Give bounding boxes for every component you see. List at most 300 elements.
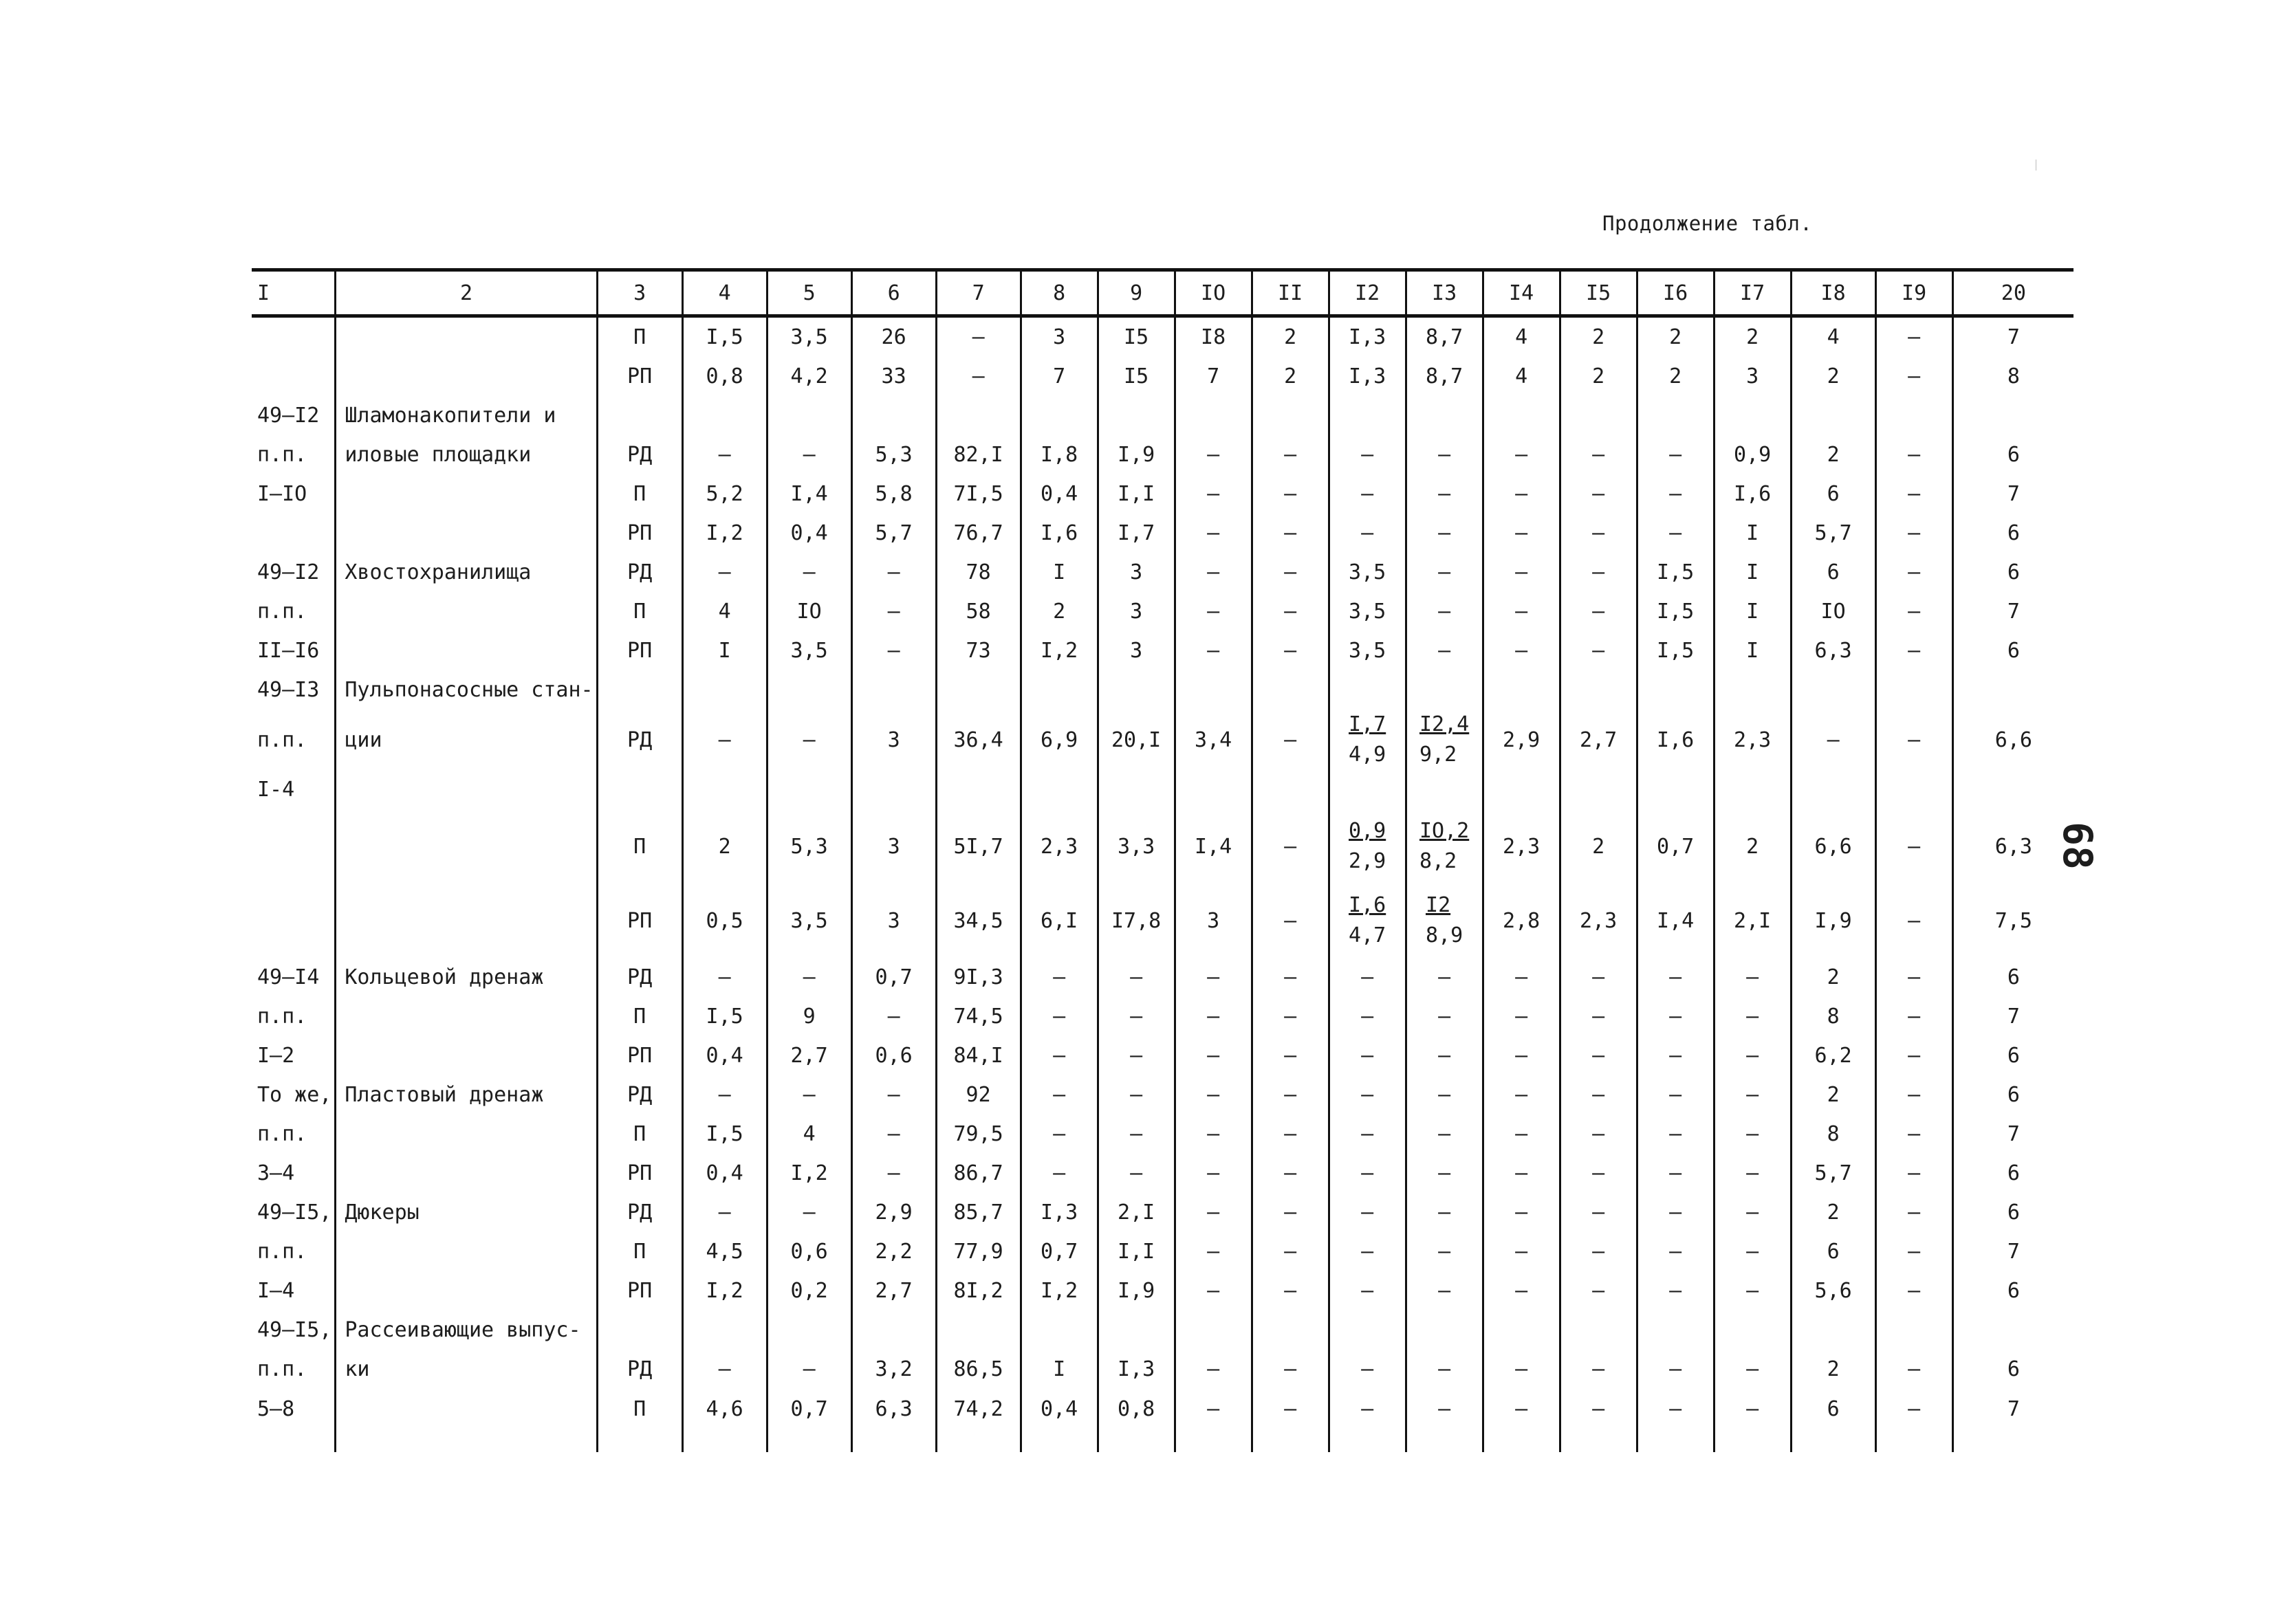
- value-cell: 2,I: [1098, 1193, 1175, 1232]
- value-cell: I,5: [1637, 592, 1714, 631]
- value-cell: 86,7: [936, 1154, 1021, 1193]
- value-cell: 2,9: [851, 1193, 936, 1232]
- value-cell: –: [1483, 1075, 1560, 1115]
- value-cell: 0,7: [1637, 809, 1714, 884]
- value-cell: –: [1329, 1115, 1406, 1154]
- value-cell: 5,7: [1791, 514, 1875, 553]
- value-cell: –: [1406, 1193, 1483, 1232]
- value-cell: –: [1875, 1154, 1952, 1193]
- section-ref-cell: п.п.: [257, 443, 307, 467]
- value-cell: –: [1483, 553, 1560, 592]
- value-cell: 74,2: [936, 1389, 1021, 1452]
- value-cell: –: [1714, 997, 1791, 1036]
- mode-cell: [597, 770, 682, 809]
- value-cell: I,5: [682, 997, 767, 1036]
- value-cell: 2: [1560, 357, 1637, 396]
- value-cell: 7: [1021, 357, 1098, 396]
- value-cell: –: [1714, 1232, 1791, 1271]
- value-cell: –: [1875, 809, 1952, 884]
- value-cell: –: [682, 553, 767, 592]
- column-header-2: 2: [336, 270, 597, 316]
- value-cell: 6,I: [1021, 884, 1098, 958]
- table-body: [252, 316, 2073, 1453]
- value-cell: –: [1875, 357, 1952, 396]
- value-cell: 2: [1252, 316, 1329, 358]
- value-cell: [1098, 396, 1175, 435]
- section-ref-cell: [252, 884, 336, 958]
- value-cell: 7,5: [1952, 884, 2073, 958]
- value-cell: [1791, 1310, 1875, 1350]
- value-cell: –: [1329, 1232, 1406, 1271]
- value-cell: –: [1406, 631, 1483, 670]
- fraction-denominator: 8,2: [1419, 849, 1457, 873]
- value-cell: –: [1406, 1154, 1483, 1193]
- value-cell: –: [1637, 1036, 1714, 1075]
- value-cell: 77,9: [936, 1232, 1021, 1271]
- value-cell: 4: [767, 1115, 851, 1154]
- value-cell: I,9: [1098, 1271, 1175, 1310]
- table-row: [252, 1115, 2073, 1154]
- value-cell: 2,3: [1021, 809, 1098, 884]
- value-cell: –: [1875, 997, 1952, 1036]
- value-cell: 2,7: [1560, 710, 1637, 770]
- value-cell: –: [1483, 1193, 1560, 1232]
- value-cell: 2,3: [1483, 809, 1560, 884]
- value-cell: [1021, 670, 1098, 710]
- fraction-value: [1349, 710, 1386, 770]
- value-cell: 0,7: [767, 1389, 851, 1452]
- value-cell: [1252, 396, 1329, 435]
- value-cell: I,3: [1329, 316, 1406, 358]
- table-row: [252, 1271, 2073, 1310]
- value-cell: [1329, 770, 1406, 809]
- value-cell: –: [682, 1350, 767, 1389]
- value-cell: I,3: [1021, 1193, 1098, 1232]
- structure-name-cell: [336, 1154, 597, 1193]
- table-row: [252, 1193, 2073, 1232]
- value-cell: [1252, 670, 1329, 710]
- value-cell: –: [1637, 1075, 1714, 1115]
- value-cell: 6: [1791, 474, 1875, 514]
- value-cell: [1714, 1310, 1791, 1350]
- value-cell: –: [767, 958, 851, 997]
- value-cell: I,4: [1175, 809, 1252, 884]
- value-cell: –: [1175, 1193, 1252, 1232]
- mode-cell: [597, 1310, 682, 1350]
- value-cell: 3: [1098, 631, 1175, 670]
- column-header-7: 7: [936, 270, 1021, 316]
- value-cell: I,5: [682, 316, 767, 358]
- value-cell: –: [1252, 1350, 1329, 1389]
- value-cell: 0,4: [1021, 474, 1098, 514]
- section-ref-cell: То же,: [257, 1083, 332, 1107]
- value-cell: 3: [1098, 592, 1175, 631]
- value-cell: 6,2: [1791, 1036, 1875, 1075]
- value-cell: I,2: [682, 514, 767, 553]
- value-cell: –: [1175, 553, 1252, 592]
- value-cell: I: [1714, 592, 1791, 631]
- mode-cell: РП: [597, 884, 682, 958]
- section-ref-cell: 49–I3: [257, 678, 320, 702]
- value-cell: [936, 770, 1021, 809]
- value-cell: 5,7: [1791, 1154, 1875, 1193]
- value-cell: 2: [1560, 809, 1637, 884]
- value-cell: 2: [1791, 1193, 1875, 1232]
- value-cell: 0,5: [682, 884, 767, 958]
- value-cell: –: [1252, 1036, 1329, 1075]
- mode-cell: РД: [597, 958, 682, 997]
- mode-cell: РП: [597, 1154, 682, 1193]
- value-cell: –: [1329, 1193, 1406, 1232]
- value-cell: 3,2: [851, 1350, 936, 1389]
- value-cell: –: [1098, 1115, 1175, 1154]
- value-cell: –: [1252, 997, 1329, 1036]
- value-cell: [1483, 1310, 1560, 1350]
- value-cell: [1406, 884, 1483, 958]
- value-cell: 4: [1483, 316, 1560, 358]
- fraction-numerator: I,7: [1349, 712, 1386, 736]
- section-ref-cell: 49–I4: [257, 965, 320, 989]
- value-cell: 79,5: [936, 1115, 1021, 1154]
- value-cell: I7,8: [1098, 884, 1175, 958]
- value-cell: I,9: [1098, 435, 1175, 474]
- value-cell: 4,5: [682, 1232, 767, 1271]
- value-cell: –: [1406, 1232, 1483, 1271]
- value-cell: –: [1875, 553, 1952, 592]
- value-cell: –: [1406, 1389, 1483, 1452]
- value-cell: 0,4: [682, 1036, 767, 1075]
- section-ref-cell: [252, 357, 336, 396]
- column-header-9: 9: [1098, 270, 1175, 316]
- section-ref-cell: I–IO: [257, 482, 307, 506]
- value-cell: [1329, 809, 1406, 884]
- value-cell: –: [1329, 997, 1406, 1036]
- value-cell: –: [1714, 1271, 1791, 1310]
- value-cell: –: [1560, 1115, 1637, 1154]
- value-cell: –: [1252, 710, 1329, 770]
- section-ref-cell: п.п.: [257, 727, 307, 752]
- value-cell: –: [1483, 1271, 1560, 1310]
- value-cell: –: [1406, 1115, 1483, 1154]
- value-cell: I,7: [1098, 514, 1175, 553]
- value-cell: [1329, 710, 1406, 770]
- value-cell: –: [1329, 1075, 1406, 1115]
- value-cell: –: [1252, 1389, 1329, 1452]
- value-cell: [1406, 809, 1483, 884]
- value-cell: [1637, 1310, 1714, 1350]
- value-cell: 0,9: [1714, 435, 1791, 474]
- value-cell: –: [1560, 474, 1637, 514]
- fraction-denominator: 4,7: [1349, 923, 1386, 947]
- column-header-13: I3: [1406, 270, 1483, 316]
- value-cell: 2,3: [1714, 710, 1791, 770]
- value-cell: [851, 670, 936, 710]
- value-cell: –: [1714, 1036, 1791, 1075]
- table-row: [252, 770, 2073, 809]
- fraction-denominator: 9,2: [1419, 743, 1457, 767]
- value-cell: 5,8: [851, 474, 936, 514]
- value-cell: –: [1329, 1154, 1406, 1193]
- structure-name-cell: ции: [336, 710, 597, 770]
- table-row: [252, 631, 2073, 670]
- value-cell: –: [682, 1075, 767, 1115]
- value-cell: –: [1637, 1154, 1714, 1193]
- value-cell: 2: [1560, 316, 1637, 358]
- value-cell: –: [1252, 592, 1329, 631]
- table-continuation-caption: Продолжение табл.: [1602, 212, 1813, 235]
- fraction-value: [1426, 890, 1463, 951]
- structure-name-cell: [336, 1036, 597, 1075]
- value-cell: 6: [1952, 1036, 2073, 1075]
- column-header-8: 8: [1021, 270, 1098, 316]
- value-cell: 6: [1791, 553, 1875, 592]
- value-cell: –: [1560, 1154, 1637, 1193]
- mode-cell: РД: [597, 435, 682, 474]
- section-ref-cell: п.п.: [257, 1005, 307, 1029]
- fraction-value: [1419, 710, 1469, 770]
- value-cell: 2,9: [1483, 710, 1560, 770]
- value-cell: –: [1175, 514, 1252, 553]
- value-cell: –: [1406, 435, 1483, 474]
- fraction-numerator: 0,9: [1349, 819, 1386, 843]
- value-cell: 3,5: [1329, 592, 1406, 631]
- value-cell: –: [1329, 514, 1406, 553]
- value-cell: [767, 1310, 851, 1350]
- value-cell: –: [1637, 1271, 1714, 1310]
- structure-name-cell: Рассеивающие выпус-: [336, 1310, 597, 1350]
- value-cell: 6: [1952, 435, 2073, 474]
- value-cell: –: [1875, 1389, 1952, 1452]
- value-cell: 5I,7: [936, 809, 1021, 884]
- column-header-14: I4: [1483, 270, 1560, 316]
- value-cell: 26: [851, 316, 936, 358]
- value-cell: 2: [1021, 592, 1098, 631]
- value-cell: 34,5: [936, 884, 1021, 958]
- value-cell: –: [1560, 514, 1637, 553]
- section-ref-cell: п.п.: [257, 600, 307, 624]
- value-cell: –: [1483, 1232, 1560, 1271]
- value-cell: 6,9: [1021, 710, 1098, 770]
- value-cell: –: [1021, 1036, 1098, 1075]
- value-cell: I,2: [767, 1154, 851, 1193]
- value-cell: –: [851, 1075, 936, 1115]
- value-cell: –: [1098, 1154, 1175, 1193]
- value-cell: –: [1875, 435, 1952, 474]
- value-cell: 76,7: [936, 514, 1021, 553]
- section-ref-cell: 5–8: [257, 1397, 295, 1421]
- value-cell: –: [1875, 884, 1952, 958]
- value-cell: –: [1714, 1075, 1791, 1115]
- mode-cell: П: [597, 316, 682, 358]
- value-cell: 6: [1952, 1350, 2073, 1389]
- value-cell: –: [1637, 474, 1714, 514]
- value-cell: –: [1483, 1154, 1560, 1193]
- mode-cell: РП: [597, 514, 682, 553]
- value-cell: 0,7: [1021, 1232, 1098, 1271]
- section-ref-cell: 49–I5,: [257, 1318, 332, 1342]
- value-cell: –: [1560, 1350, 1637, 1389]
- value-cell: 2: [1791, 357, 1875, 396]
- value-cell: –: [1252, 1075, 1329, 1115]
- value-cell: –: [1252, 553, 1329, 592]
- value-cell: 2: [1637, 316, 1714, 358]
- value-cell: 3,5: [1329, 553, 1406, 592]
- value-cell: [1560, 670, 1637, 710]
- value-cell: –: [1406, 1350, 1483, 1389]
- table-row: [252, 316, 2073, 358]
- value-cell: [1560, 770, 1637, 809]
- value-cell: I,3: [1329, 357, 1406, 396]
- value-cell: 8I,2: [936, 1271, 1021, 1310]
- value-cell: –: [1560, 1389, 1637, 1452]
- value-cell: 6,6: [1791, 809, 1875, 884]
- value-cell: [1329, 396, 1406, 435]
- value-cell: 7: [1175, 357, 1252, 396]
- value-cell: 20,I: [1098, 710, 1175, 770]
- mode-cell: П: [597, 1115, 682, 1154]
- value-cell: –: [1875, 592, 1952, 631]
- value-cell: [1483, 396, 1560, 435]
- table-row: [252, 809, 2073, 884]
- value-cell: –: [1021, 1154, 1098, 1193]
- value-cell: –: [1021, 1115, 1098, 1154]
- value-cell: 0,4: [767, 514, 851, 553]
- mode-cell: РП: [597, 1271, 682, 1310]
- value-cell: –: [1329, 1036, 1406, 1075]
- value-cell: –: [1175, 997, 1252, 1036]
- value-cell: 7: [1952, 592, 2073, 631]
- value-cell: [682, 396, 767, 435]
- table-row: [252, 1232, 2073, 1271]
- value-cell: 86,5: [936, 1350, 1021, 1389]
- value-cell: 4,2: [767, 357, 851, 396]
- mode-cell: РД: [597, 1193, 682, 1232]
- value-cell: [1329, 884, 1406, 958]
- value-cell: 6: [1791, 1232, 1875, 1271]
- value-cell: –: [1252, 958, 1329, 997]
- value-cell: –: [1637, 514, 1714, 553]
- value-cell: 3: [1098, 553, 1175, 592]
- value-cell: –: [1637, 1350, 1714, 1389]
- table-row: [252, 474, 2073, 514]
- column-header-19: I9: [1875, 270, 1952, 316]
- value-cell: 3,5: [767, 631, 851, 670]
- value-cell: I,4: [1637, 884, 1714, 958]
- value-cell: –: [1252, 884, 1329, 958]
- structure-name-cell: [336, 514, 597, 553]
- value-cell: [1952, 396, 2073, 435]
- value-cell: –: [1560, 631, 1637, 670]
- value-cell: –: [1637, 435, 1714, 474]
- value-cell: 82,I: [936, 435, 1021, 474]
- value-cell: 8: [1791, 997, 1875, 1036]
- value-cell: –: [1637, 1193, 1714, 1232]
- value-cell: 6: [1952, 1271, 2073, 1310]
- value-cell: –: [682, 958, 767, 997]
- value-cell: I,5: [1637, 631, 1714, 670]
- value-cell: I: [1021, 1350, 1098, 1389]
- mode-cell: РД: [597, 553, 682, 592]
- value-cell: I8: [1175, 316, 1252, 358]
- value-cell: [682, 1310, 767, 1350]
- mode-cell: [597, 396, 682, 435]
- mode-cell: РД: [597, 1350, 682, 1389]
- value-cell: [936, 1310, 1021, 1350]
- table-row: [252, 592, 2073, 631]
- value-cell: I,6: [1714, 474, 1791, 514]
- value-cell: –: [1637, 997, 1714, 1036]
- table-row: [252, 357, 2073, 396]
- value-cell: 8,7: [1406, 316, 1483, 358]
- value-cell: I,3: [1098, 1350, 1175, 1389]
- value-cell: [936, 670, 1021, 710]
- value-cell: –: [1560, 958, 1637, 997]
- value-cell: –: [1175, 1350, 1252, 1389]
- value-cell: –: [1406, 1271, 1483, 1310]
- value-cell: –: [1252, 435, 1329, 474]
- mode-cell: РП: [597, 1036, 682, 1075]
- value-cell: –: [1875, 958, 1952, 997]
- structure-name-cell: Пластовый дренаж: [336, 1075, 597, 1115]
- value-cell: 7: [1952, 316, 2073, 358]
- value-cell: –: [767, 553, 851, 592]
- value-cell: 0,2: [767, 1271, 851, 1310]
- value-cell: 6: [1952, 631, 2073, 670]
- page-number: 68: [2054, 822, 2101, 870]
- value-cell: –: [1875, 316, 1952, 358]
- value-cell: –: [1637, 958, 1714, 997]
- value-cell: 78: [936, 553, 1021, 592]
- value-cell: –: [682, 435, 767, 474]
- value-cell: 73: [936, 631, 1021, 670]
- value-cell: –: [1875, 514, 1952, 553]
- value-cell: –: [1252, 1193, 1329, 1232]
- value-cell: 0,4: [682, 1154, 767, 1193]
- value-cell: 6,3: [851, 1389, 936, 1452]
- value-cell: [1175, 770, 1252, 809]
- value-cell: –: [1252, 474, 1329, 514]
- value-cell: 2: [1252, 357, 1329, 396]
- value-cell: –: [851, 553, 936, 592]
- value-cell: 2,I: [1714, 884, 1791, 958]
- value-cell: 7: [1952, 474, 2073, 514]
- value-cell: 3,5: [767, 884, 851, 958]
- column-header-15: I5: [1560, 270, 1637, 316]
- value-cell: –: [1175, 1232, 1252, 1271]
- value-cell: 9: [767, 997, 851, 1036]
- value-cell: –: [1714, 958, 1791, 997]
- value-cell: –: [1714, 1389, 1791, 1452]
- value-cell: –: [1483, 1350, 1560, 1389]
- value-cell: –: [1875, 1350, 1952, 1389]
- value-cell: –: [767, 1075, 851, 1115]
- value-cell: 92: [936, 1075, 1021, 1115]
- value-cell: I: [1714, 631, 1791, 670]
- table-row: [252, 1036, 2073, 1075]
- table-row: [252, 1350, 2073, 1389]
- value-cell: 6: [1952, 958, 2073, 997]
- value-cell: 5,2: [682, 474, 767, 514]
- table-row: [252, 1154, 2073, 1193]
- value-cell: 0,8: [682, 357, 767, 396]
- value-cell: –: [851, 1154, 936, 1193]
- value-cell: 2: [1714, 316, 1791, 358]
- value-cell: –: [1875, 1115, 1952, 1154]
- structure-name-cell: [336, 1232, 597, 1271]
- fraction-numerator: I2: [1426, 893, 1451, 917]
- value-cell: –: [1252, 1115, 1329, 1154]
- value-cell: –: [1329, 1350, 1406, 1389]
